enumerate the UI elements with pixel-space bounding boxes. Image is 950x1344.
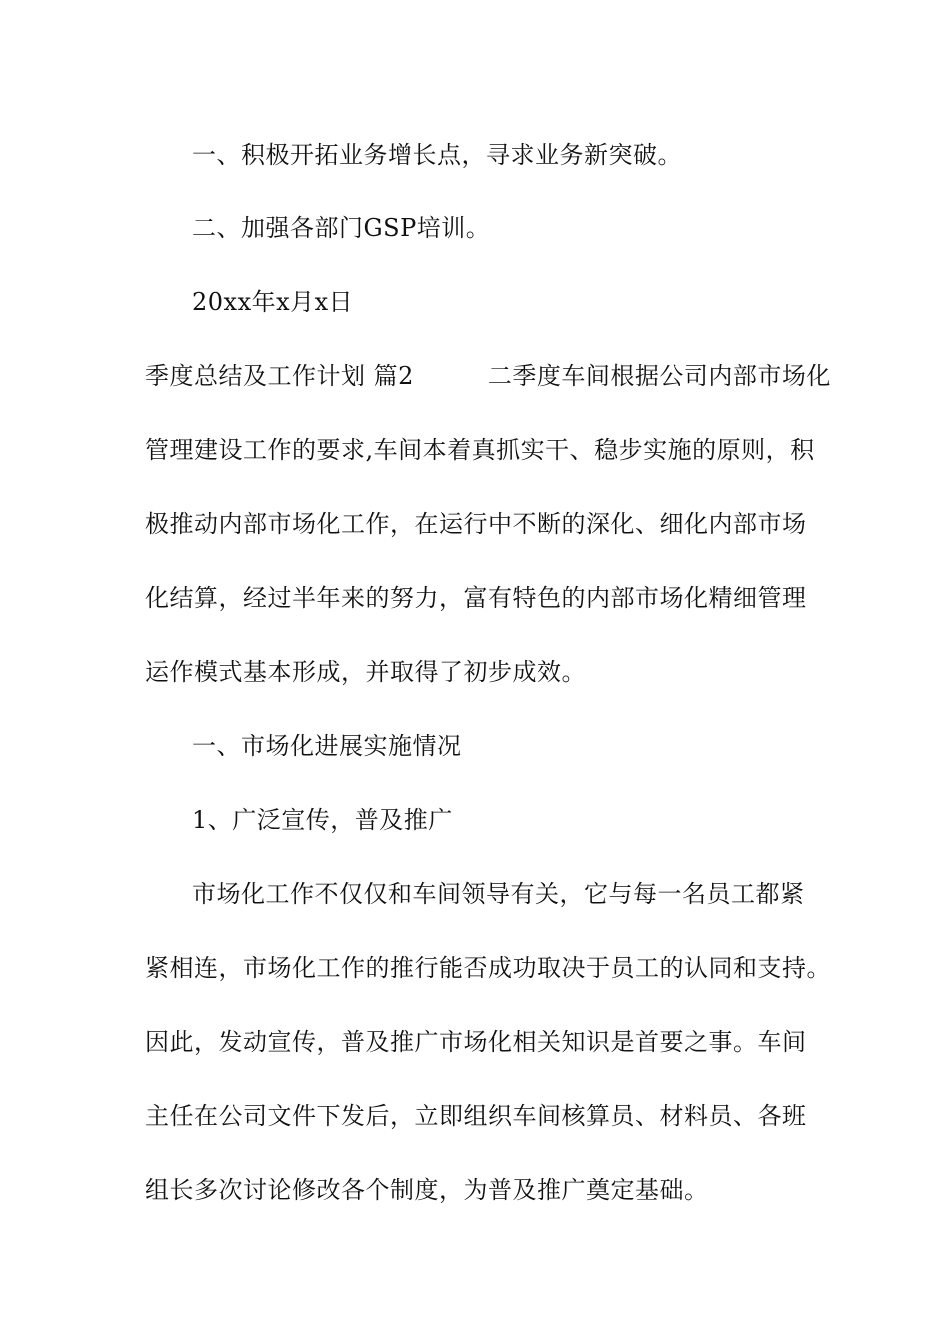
date-line: 20xx年x月x日 [192,288,354,316]
paragraph-text: 市场化工作不仅仅和车间领导有关，它与每一名员工都紧 [192,880,805,908]
paragraph-text: 因此，发动宣传，普及推广市场化相关知识是首要之事。车间 [145,1028,807,1056]
paragraph-text: 管理建设工作的要求,车间本着真抓实干、稳步实施的原则，积 [145,436,815,464]
paragraph-text: 紧相连，市场化工作的推行能否成功取决于员工的认同和支持。 [145,954,831,982]
paragraph-text: 化结算，经过半年来的努力，富有特色的内部市场化精细管理 [145,584,807,612]
subheading: 1、广泛宣传，普及推广 [192,806,453,834]
paragraph-text: 二季度车间根据公司内部市场化 [487,362,831,390]
paragraph-item-2: 二、加强各部门GSP培训。 [192,214,491,242]
section-heading: 季度总结及工作计划 篇2 [145,362,414,390]
paragraph-text: 极推动内部市场化工作，在运行中不断的深化、细化内部市场 [145,510,807,538]
subheading: 一、市场化进展实施情况 [192,732,462,760]
paragraph-item-1: 一、积极开拓业务增长点，寻求业务新突破。 [192,141,682,169]
paragraph-text: 主任在公司文件下发后，立即组织车间核算员、材料员、各班 [145,1102,807,1130]
section-heading-line [145,360,845,392]
paragraph-text: 运作模式基本形成，并取得了初步成效。 [145,658,586,686]
paragraph-text: 组长多次讨论修改各个制度，为普及推广奠定基础。 [145,1176,709,1204]
